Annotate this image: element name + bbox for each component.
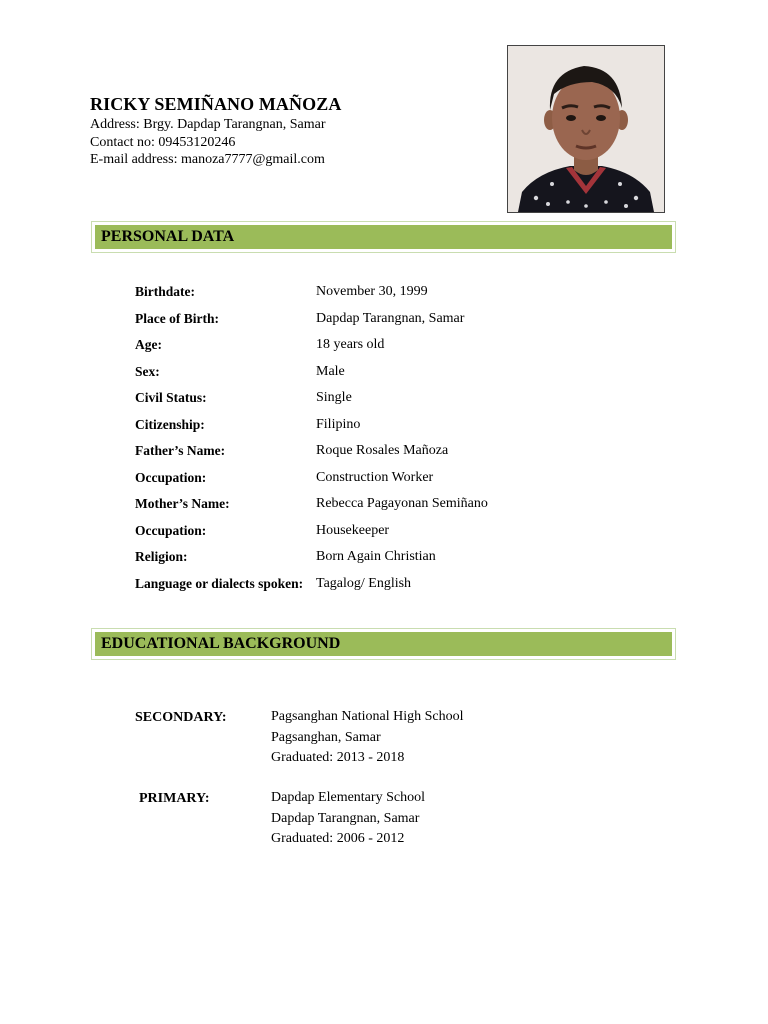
field-value: 18 years old <box>316 337 385 352</box>
field-label: Place of Birth: <box>135 310 219 326</box>
field-value: Rebecca Pagayonan Semiñano <box>316 496 488 511</box>
field-value: November 30, 1999 <box>316 284 428 299</box>
school-location: Pagsanghan, Samar <box>271 729 381 745</box>
resume-header <box>90 94 341 169</box>
school-name: Dapdap Elementary School <box>271 790 425 805</box>
field-label: Sex: <box>135 363 160 379</box>
graduation-years: Graduated: 2013 - 2018 <box>271 750 405 765</box>
school-name: Pagsanghan National High School <box>271 709 464 724</box>
personal-data-title: PERSONAL DATA <box>95 225 672 249</box>
contact-line: Contact no: 09453120246 <box>90 134 236 150</box>
address-line: Address: Brgy. Dapdap Tarangnan, Samar <box>90 117 326 132</box>
field-label: Birthdate: <box>135 284 195 299</box>
field-value: Housekeeper <box>316 522 390 538</box>
applicant-photo <box>507 45 665 213</box>
field-value: Filipino <box>316 416 361 432</box>
field-value: Roque Rosales Mañoza <box>316 443 449 458</box>
field-label: Citizenship: <box>135 416 205 432</box>
education-header <box>91 628 676 660</box>
field-value: Dapdap Tarangnan, Samar <box>316 310 465 326</box>
field-value: Construction Worker <box>316 469 434 485</box>
field-label: Mother’s Name: <box>135 496 230 511</box>
field-label: Father’s Name: <box>135 443 226 458</box>
personal-data-header <box>91 221 676 253</box>
secondary-details <box>271 707 463 769</box>
field-value: Tagalog/ English <box>316 575 412 591</box>
primary-label: PRIMARY: <box>139 791 210 806</box>
applicant-name: RICKY SEMIÑANO MAÑOZA <box>90 94 342 114</box>
portrait-image <box>508 46 664 212</box>
school-location: Dapdap Tarangnan, Samar <box>271 810 420 826</box>
field-label: Age: <box>135 337 162 352</box>
field-label: Civil Status: <box>135 390 207 405</box>
field-label: Religion: <box>135 549 188 564</box>
field-label: Occupation: <box>135 469 207 485</box>
primary-details <box>271 788 425 850</box>
email-line: E-mail address: manoza7777@gmail.com <box>90 152 325 167</box>
education-title: EDUCATIONAL BACKGROUND <box>95 632 672 656</box>
secondary-label: SECONDARY: <box>135 710 227 725</box>
field-value: Male <box>316 363 345 379</box>
graduation-years: Graduated: 2006 - 2012 <box>271 831 405 846</box>
field-value: Born Again Christian <box>316 549 436 564</box>
field-label: Occupation: <box>135 522 207 538</box>
field-label: Language or dialects spoken: <box>135 575 304 591</box>
field-value: Single <box>316 390 352 405</box>
